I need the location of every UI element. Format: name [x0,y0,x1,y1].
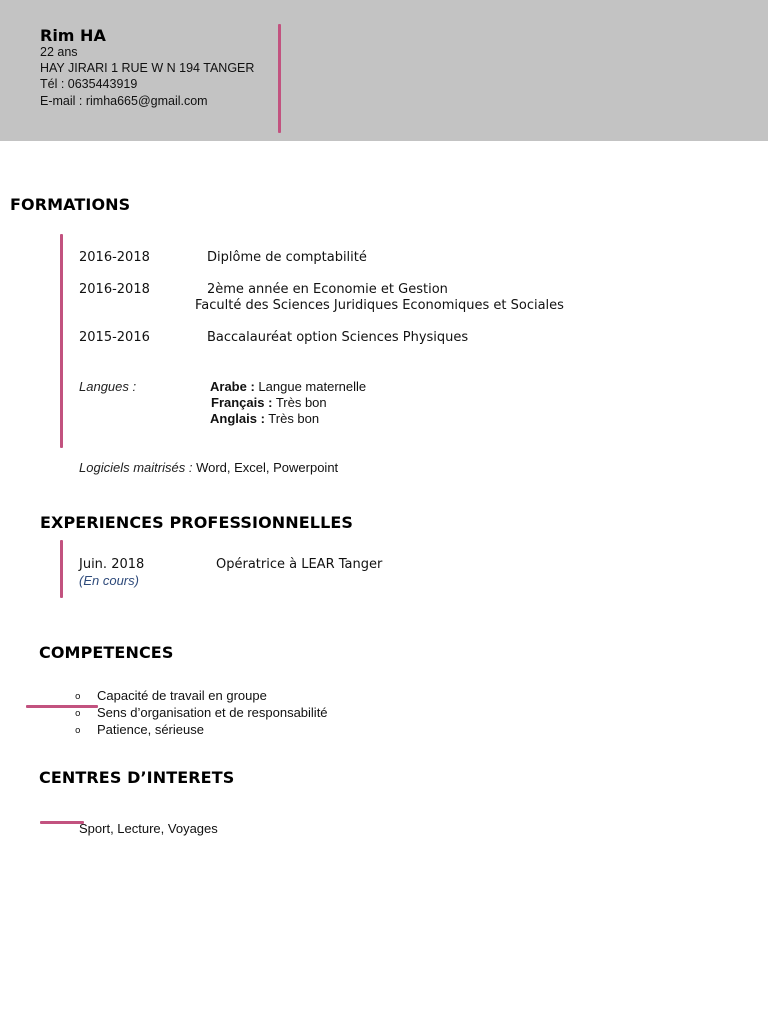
langue-name: Anglais : [210,411,265,426]
section-title-formations: FORMATIONS [10,195,131,214]
formation-2-sub: Faculté des Sciences Juridiques Economiques et Sociales [195,298,564,313]
competences-accent-bar [26,705,98,708]
langue-level: Langue maternelle [258,379,367,394]
logiciels-value: Word, Excel, Powerpoint [196,460,339,475]
competence-1-bullet: o [75,692,81,702]
candidate-name: Rim HA [40,26,106,45]
langue-name: Français : [211,395,273,410]
candidate-email: E-mail : rimha665@gmail.com [40,94,208,108]
competence-3: Patience, sérieuse [97,722,204,737]
formation-1-label: Diplôme de comptabilité [207,250,367,265]
section-title-interets: CENTRES D’INTERETS [39,768,235,787]
langues-label: Langues : [79,379,137,394]
langue-level: Très bon [268,411,320,426]
candidate-phone: Tél : 0635443919 [40,77,138,91]
langue-francais [211,395,327,410]
formations-accent-bar [60,234,63,448]
experience-1-label: Opératrice à LEAR Tanger [216,557,383,572]
langue-level: Très bon [275,395,327,410]
competence-2: Sens d’organisation et de responsabilité [97,705,328,720]
logiciels-label: Logiciels maitrisés : [79,460,193,475]
formation-3-years: 2015-2016 [79,330,150,345]
candidate-address: HAY JIRARI 1 RUE W N 194 TANGER [40,61,255,75]
interets-text: Sport, Lecture, Voyages [79,821,218,836]
formation-2-years: 2016-2018 [79,282,150,297]
langue-anglais [210,411,319,426]
experience-1-date: Juin. 2018 [79,557,145,572]
langue-name: Arabe : [210,379,255,394]
interets-accent-bar [40,821,84,824]
header-divider [278,24,281,133]
candidate-age: 22 ans [40,45,78,59]
experience-1-status: (En cours) [79,573,139,588]
competence-2-bullet: o [75,709,81,719]
section-title-competences: COMPETENCES [39,643,174,662]
competence-1: Capacité de travail en groupe [97,688,267,703]
section-title-experiences: EXPERIENCES PROFESSIONNELLES [40,513,354,532]
competence-3-bullet: o [75,726,81,736]
langue-arabe [210,379,366,394]
logiciels-line [79,460,338,475]
formation-2-label: 2ème année en Economie et Gestion [207,282,448,297]
formation-1-years: 2016-2018 [79,250,150,265]
formation-3-label: Baccalauréat option Sciences Physiques [207,330,469,345]
experiences-accent-bar [60,540,63,598]
